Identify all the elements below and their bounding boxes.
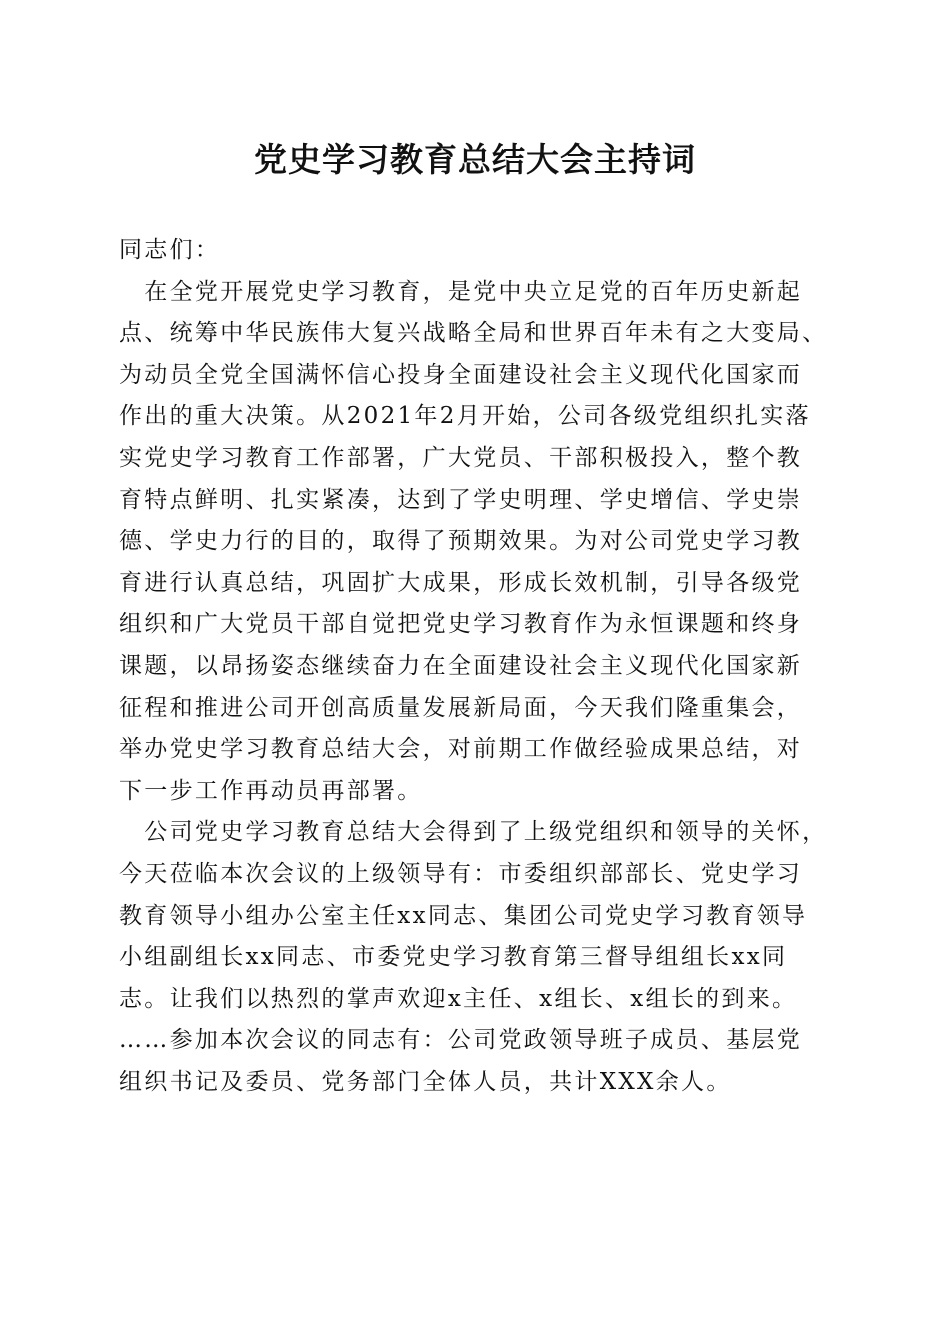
paragraph-line: 点、统筹中华民族伟大复兴战略全局和世界百年未有之大变局、 bbox=[119, 320, 828, 347]
paragraph-line: 为动员全党全国满怀信心投身全面建设社会主义现代化国家而 bbox=[119, 361, 803, 388]
paragraph-line: 课题，以昂扬姿态继续奋力在全面建设社会主义现代化国家新 bbox=[119, 652, 803, 679]
paragraph-line: 教育领导小组办公室主任xx同志、集团公司党史学习教育领导 bbox=[119, 902, 808, 929]
paragraph-line: 育特点鲜明、扎实紧凑，达到了学史明理、学史增信、学史崇 bbox=[119, 486, 803, 513]
paragraph-line: 举办党史学习教育总结大会，对前期工作做经验成果总结，对 bbox=[119, 736, 803, 763]
paragraph-line: 征程和推进公司开创高质量发展新局面，今天我们隆重集会， bbox=[119, 694, 803, 721]
paragraph-line: 公司党史学习教育总结大会得到了上级党组织和领导的关怀， bbox=[119, 819, 828, 846]
paragraph-line: 志。让我们以热烈的掌声欢迎x主任、x组长、x组长的到来。 bbox=[119, 985, 798, 1012]
paragraph-line: 组织和广大党员干部自觉把党史学习教育作为永恒课题和终身 bbox=[119, 611, 803, 638]
paragraph-line: 组织书记及委员、党务部门全体人员，共计XXX余人。 bbox=[119, 1068, 732, 1095]
paragraph-line: 实党史学习教育工作部署，广大党员、干部积极投入，整个教 bbox=[119, 444, 803, 471]
paragraph-1 bbox=[119, 272, 835, 813]
paragraph-line: 今天莅临本次会议的上级领导有：市委组织部部长、党史学习 bbox=[119, 860, 803, 887]
document-title: 党史学习教育总结大会主持词 bbox=[254, 140, 696, 179]
salutation: 同志们： bbox=[119, 237, 221, 263]
paragraph-line: 小组副组长xx同志、市委党史学习教育第三督导组组长xx同 bbox=[119, 944, 788, 971]
paragraph-line: 德、学史力行的目的，取得了预期效果。为对公司党史学习教 bbox=[119, 528, 803, 555]
paragraph-2 bbox=[119, 812, 835, 1103]
paragraph-line: 下一步工作再动员再部署。 bbox=[119, 777, 423, 804]
document-body bbox=[119, 230, 835, 1103]
paragraph-line: ……参加本次会议的同志有：公司党政领导班子成员、基层党 bbox=[119, 1027, 803, 1054]
paragraph-line: 育进行认真总结，巩固扩大成果，形成长效机制，引导各级党 bbox=[119, 569, 803, 596]
paragraph-line: 在全党开展党史学习教育，是党中央立足党的百年历史新起 bbox=[119, 278, 803, 305]
paragraph-line: 作出的重大决策。从2021年2月开始，公司各级党组织扎实落 bbox=[119, 403, 811, 430]
